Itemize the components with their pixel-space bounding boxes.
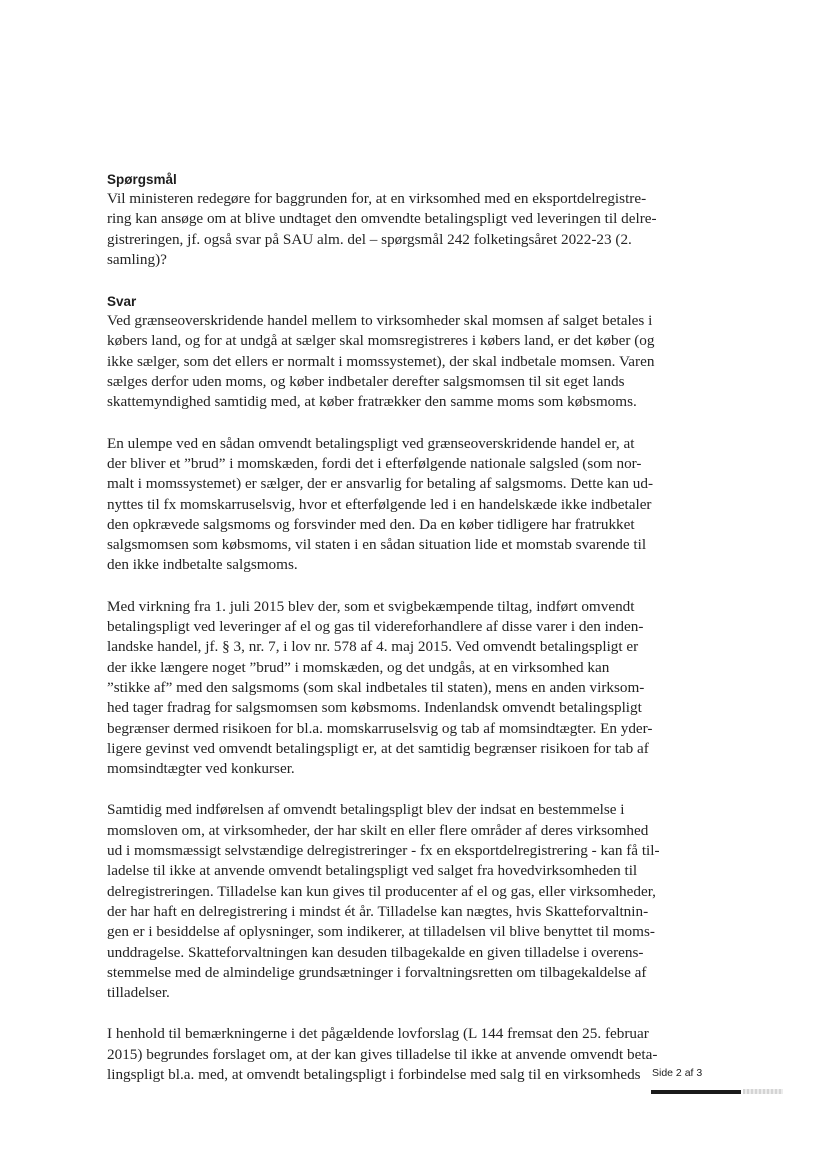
text-line: samling)? bbox=[107, 250, 167, 268]
text-line: I henhold til bemærkningerne i det pågældende lovforslag (L 144 fremsat den 25. februar bbox=[107, 1025, 649, 1043]
text-line: begrænser dermed risikoen for bl.a. momskarruselsvig og tab af momsindtægter. En yder- bbox=[107, 719, 653, 737]
text-line: tilladelser. bbox=[107, 984, 170, 1002]
text-line: gen er i besiddelse af oplysninger, som indikerer, at tilladelsen vil blive benyttet til moms- bbox=[107, 923, 655, 941]
text-line: ligere gevinst ved omvendt betalingspligt er, at det samtidig begrænser risikoen for tab af bbox=[107, 739, 649, 757]
text-line: den ikke indbetalte salgsmoms. bbox=[107, 556, 298, 574]
footer-rule-faded bbox=[743, 1089, 783, 1094]
question-heading: Spørgsmål bbox=[107, 172, 177, 187]
question-paragraph bbox=[107, 189, 719, 270]
text-line: Ved grænseoverskridende handel mellem to virksomheder skal momsen af salget betales i bbox=[107, 312, 653, 330]
text-line: delregistreringen. Tilladelse kan kun gives til producenter af el og gas, eller virksomheder, bbox=[107, 882, 656, 900]
text-line: ring kan ansøge om at blive undtaget den omvendte betalingspligt ved leveringen til delre- bbox=[107, 210, 657, 228]
text-line: der har haft en delregistrering i mindst ét år. Tilladelse kan nægtes, hvis Skatteforvaltnin- bbox=[107, 902, 649, 920]
text-line: Med virkning fra 1. juli 2015 blev der, som et svigbekæmpende tiltag, indført omvendt bbox=[107, 597, 635, 615]
text-line: ladelse til ikke at anvende omvendt betalingspligt ved salget fra hovedvirksomheden til bbox=[107, 862, 638, 880]
document-body bbox=[107, 171, 719, 1085]
text-line: der ikke længere noget ”brud” i momskæden, og det undgås, at en virksomhed kan bbox=[107, 658, 610, 676]
text-line: landske handel, jf. § 3, nr. 7, i lov nr. 578 af 4. maj 2015. Ved omvendt betalingspligt er bbox=[107, 638, 639, 656]
page-number: Side 2 af 3 bbox=[652, 1067, 703, 1079]
text-line: ”stikke af” med den salgsmoms (som skal indbetales til staten), mens en anden virksom- bbox=[107, 678, 645, 696]
text-line: malt i momssystemet) er sælger, der er ansvarlig for betaling af salgsmoms. Dette kan ud- bbox=[107, 475, 654, 493]
answer-heading: Svar bbox=[107, 294, 137, 310]
footer-rule bbox=[651, 1090, 741, 1094]
answer-paragraph-4 bbox=[107, 800, 719, 1003]
answer-paragraph-3 bbox=[107, 597, 719, 780]
text-line: momsloven om, at virksomheder, der har skilt en eller flere områder af deres virksomhed bbox=[107, 821, 649, 839]
text-line: betalingspligt ved leveringer af el og gas til videreforhandlere af disse varer i den inden- bbox=[107, 618, 644, 636]
text-line: Vil ministeren redegøre for baggrunden for, at en virksomhed med en eksportdelregistre- bbox=[107, 190, 647, 207]
text-line: hed tager fradrag for salgsmomsen som købsmoms. Indenlandsk omvendt betalingspligt bbox=[107, 699, 642, 717]
answer-paragraph-5 bbox=[107, 1024, 719, 1085]
text-line: En ulempe ved en sådan omvendt betalingspligt ved grænseoverskridende handel er, at bbox=[107, 434, 635, 452]
text-line: skattemyndighed samtidig med, at køber fratrækker den samme moms som købsmoms. bbox=[107, 393, 637, 411]
answer-paragraph-2 bbox=[107, 434, 719, 576]
text-line: der bliver et ”brud” i momskæden, fordi det i efterfølgende nationale salgsled (som nor- bbox=[107, 454, 642, 472]
text-line: lingspligt bl.a. med, at omvendt betalingspligt i forbindelse med salg til en virksomheds bbox=[107, 1065, 641, 1083]
text-line: unddragelse. Skatteforvaltningen kan desuden tilbagekalde en given tilladelse i overens- bbox=[107, 943, 644, 961]
text-line: 2015) begrundes forslaget om, at der kan gives tilladelse til ikke at anvende omvendt beta- bbox=[107, 1045, 658, 1063]
text-line: salgsmomsen som købsmoms, vil staten i en sådan situation lide et momstab svarende til bbox=[107, 536, 647, 554]
text-line: momsindtægter ved konkurser. bbox=[107, 760, 295, 778]
text-line: nyttes til fx momskarruselsvig, hvor et efterfølgende led i en handelskæde ikke indbetaler bbox=[107, 495, 652, 513]
answer-paragraph-1 bbox=[107, 311, 719, 412]
text-line: gistreringen, jf. også svar på SAU alm. del – spørgsmål 242 folketingsåret 2022-23 (2. bbox=[107, 230, 632, 248]
text-line: den opkrævede salgsmoms og forsvinder med den. Da en køber tidligere har fratrukket bbox=[107, 515, 635, 533]
text-line: stemmelse med de almindelige grundsætninger i forvaltningsretten om tilbagekaldelse af bbox=[107, 963, 647, 981]
text-line: købers land, og for at undgå at sælger skal momsregistreres i købers land, er det køber (og bbox=[107, 332, 655, 350]
text-line: Samtidig med indførelsen af omvendt betalingspligt blev der indsat en bestemmelse i bbox=[107, 801, 625, 819]
text-line: ud i momsmæssigt selvstændige delregistreringer - fx en eksportdelregistrering - kan få til- bbox=[107, 842, 660, 860]
text-line: sælges derfor uden moms, og køber indbetaler derefter salgsmomsen til sit eget lands bbox=[107, 373, 625, 391]
text-line: ikke sælger, som det ellers er normalt i momssystemet), der skal indbetale momsen. Varen bbox=[107, 352, 655, 370]
